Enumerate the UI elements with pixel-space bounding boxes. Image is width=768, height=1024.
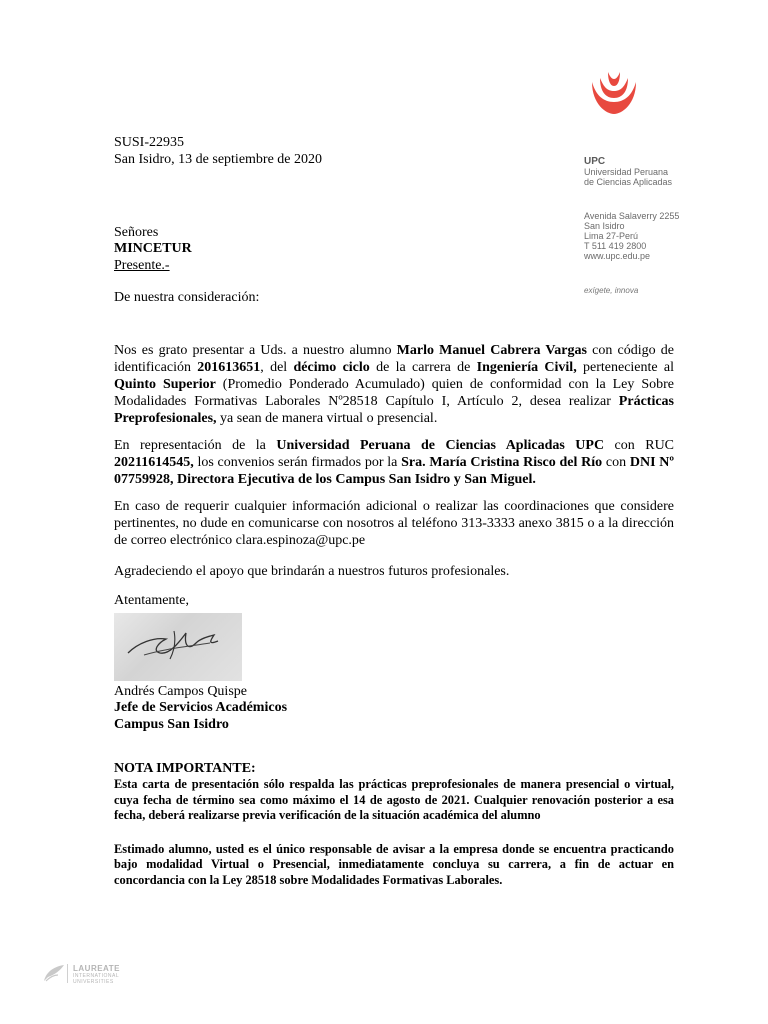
signer-dni: DNI Nº 07759928, Directora Ejecutiva de los Campus San Isidro y San Miguel. [114, 455, 674, 487]
university-phone: T 511 419 2800 [584, 241, 647, 251]
signature-image [114, 613, 242, 681]
address-line2: San Isidro [584, 221, 625, 231]
p1-text-d: de la carrera de [369, 360, 477, 375]
greeting: De nuestra consideración: [114, 290, 260, 305]
laureate-logo-icon [42, 963, 66, 988]
footer-divider [67, 964, 68, 983]
note-paragraph-1: Esta carta de presentación sólo respalda las prácticas preprofesionales de manera presencial o virtual, cuya fecha de término sea como máximo el 14 de agosto de 2021. Cualquier renovación posterior a esa fecha, deberá realizarse previa verificación de la situación académica del alumno [114, 777, 674, 822]
p1-text-e: perteneciente al [576, 360, 675, 375]
university-full-name: Universidad Peruana de Ciencias Aplicadas UPC [276, 438, 605, 453]
student-name: Marlo Manuel Cabrera Vargas [396, 343, 587, 358]
practice-type: Prácticas Preprofesionales, [114, 394, 674, 426]
address-line3: Lima 27-Perú [584, 231, 639, 241]
p1-text-c: , del [260, 360, 294, 375]
note-paragraph-2: Estimado alumno, usted es el único responsable de avisar a la empresa donde se encuentra practicando bajo modalidad Virtual o Presencial, inmediatamente concluya su carrera, a fin de actuar en concordancia con la Ley 28518 sobre Modalidades Formativas Laborales. [114, 841, 674, 887]
p1-text-b: con código de identificación [114, 343, 675, 375]
university-block [584, 157, 672, 187]
paragraph-contact: En caso de requerir cualquier información adicional o realizar las coordinaciones que considere pertinentes, no dude en comunicarse con nosotros al teléfono 313-3333 anexo 3815 o a la dirección de correo electrónico clara.espinoza@upc.pe [114, 499, 674, 548]
university-slogan: exígete, innova [584, 286, 639, 295]
p1-text-g: ya sean de manera virtual o presencial. [216, 411, 438, 426]
student-cycle: décimo ciclo [293, 360, 370, 375]
important-note [114, 760, 674, 888]
university-web: www.upc.edu.pe [584, 251, 651, 261]
laureate-name: LAUREATE [73, 964, 120, 973]
student-career: Ingeniería Civil, [476, 360, 577, 375]
student-code: 201613651 [197, 360, 261, 375]
university-name-line1: Universidad Peruana [584, 167, 669, 177]
paragraph-presentation [114, 342, 674, 427]
p1-text-f: (Promedio Ponderado Acumulado) quien de conformidad con la Ley Sobre Modalidades Formativas Laborales Nº28518 Capítulo I, Artículo 2, desea realizar [114, 377, 674, 409]
university-ruc: 20211614545, [114, 455, 194, 470]
recipient-salutation: Señores [114, 225, 159, 240]
recipient-presente: Presente.- [114, 258, 170, 273]
student-rank: Quinto Superior [114, 377, 216, 392]
recipient-organization: MINCETUR [114, 241, 192, 256]
note-heading: NOTA IMPORTANTE: [114, 761, 256, 776]
laureate-sub2: UNIVERSITIES [73, 979, 114, 985]
letter-date: San Isidro, 13 de septiembre de 2020 [114, 152, 323, 167]
signatory-name: Andrés Campos Quispe [114, 684, 247, 699]
laureate-sub1: INTERNATIONAL [73, 973, 120, 979]
signatory-title: Jefe de Servicios Académicos [114, 700, 288, 715]
reference-number: SUSI-22935 [114, 135, 185, 150]
agreement-signer: Sra. María Cristina Risco del Río [401, 455, 603, 470]
university-name-line2: de Ciencias Aplicadas [584, 177, 673, 187]
university-brand: UPC [584, 156, 606, 167]
paragraph-representation [114, 437, 674, 488]
upc-logo-icon [588, 68, 640, 116]
laureate-block [73, 964, 120, 985]
paragraph-thanks: Agradeciendo el apoyo que brindarán a nuestros futuros profesionales. [114, 564, 510, 579]
p2-text-d: con [602, 455, 630, 470]
university-address [584, 211, 679, 261]
closing: Atentamente, [114, 593, 190, 608]
p1-text-a: Nos es grato presentar a Uds. a nuestro alumno [114, 343, 397, 358]
p2-text-b: con RUC [604, 438, 675, 453]
address-line1: Avenida Salaverry 2255 [584, 211, 680, 221]
signatory-campus: Campus San Isidro [114, 717, 229, 732]
p2-text-a: En representación de la [114, 438, 277, 453]
p2-text-c: los convenios serán firmados por la [193, 455, 402, 470]
